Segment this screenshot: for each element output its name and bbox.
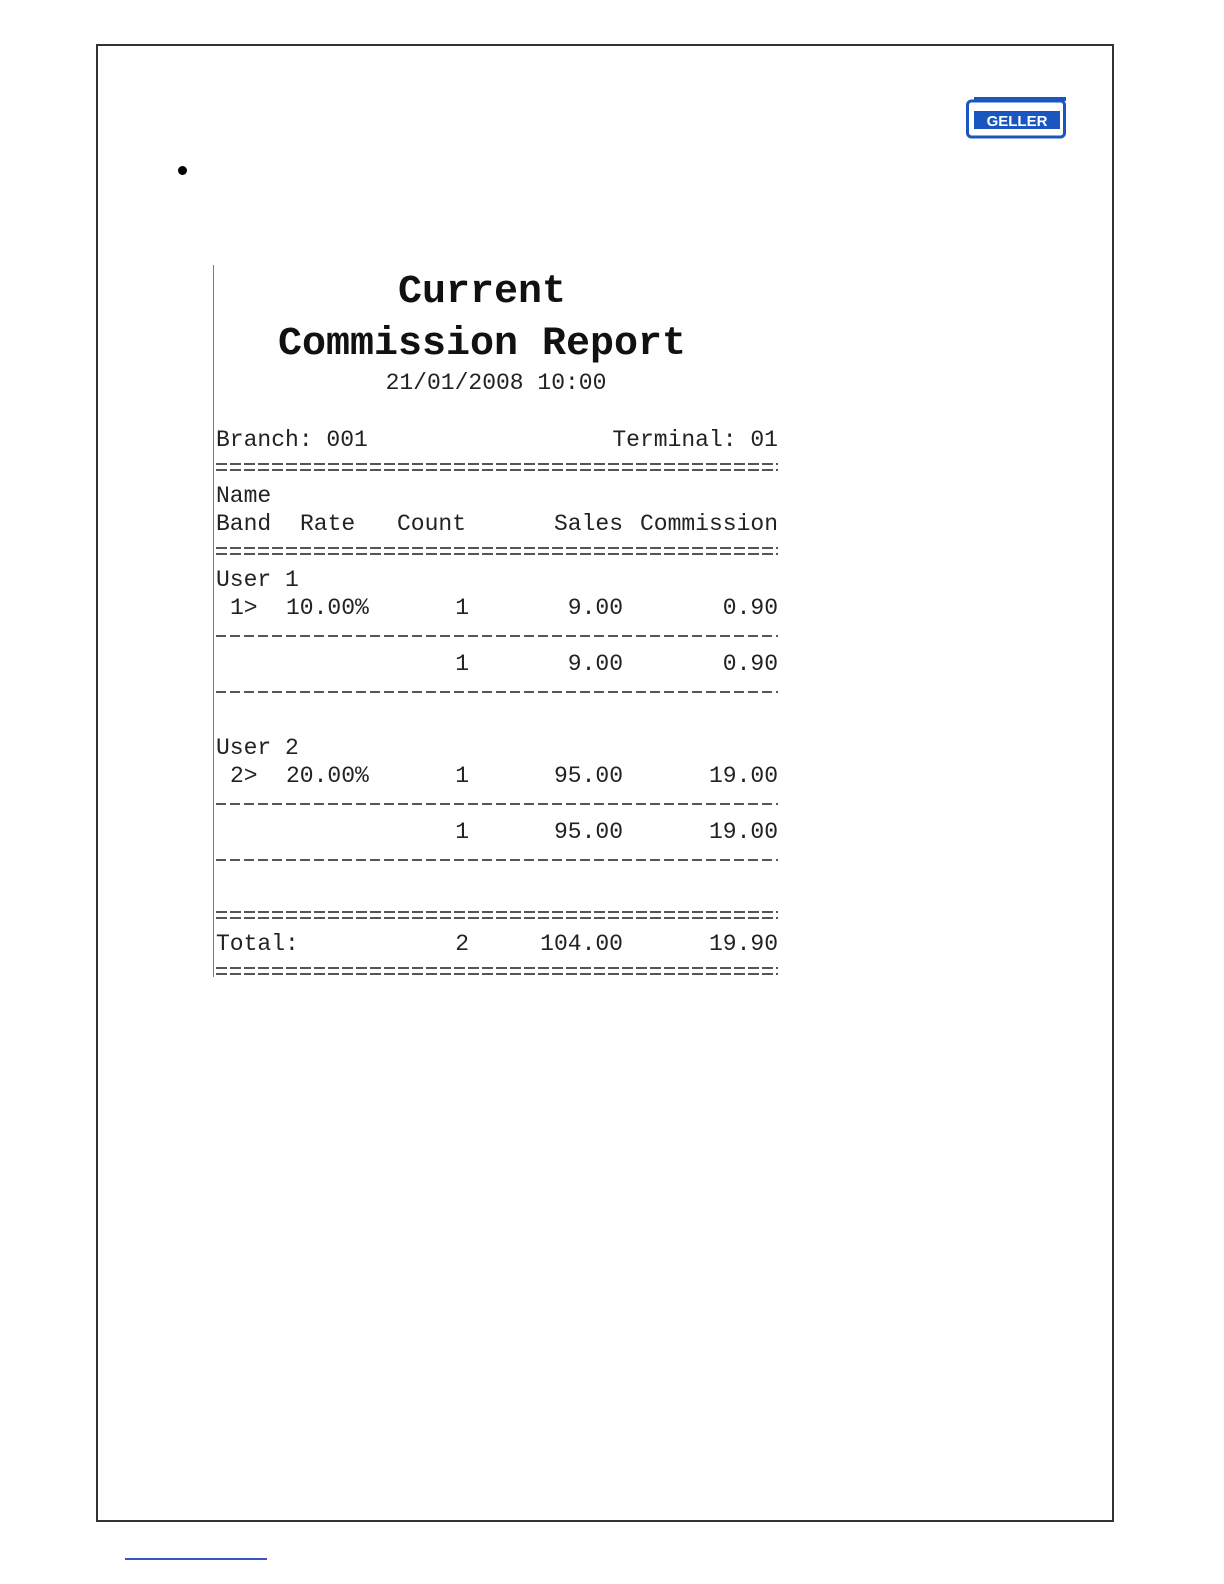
user-rate: 20.00% bbox=[286, 763, 369, 789]
double-rule bbox=[216, 902, 778, 930]
total-row bbox=[216, 930, 778, 958]
subtotal-count: 1 bbox=[455, 651, 469, 677]
single-rule bbox=[216, 678, 778, 706]
user-detail-row bbox=[216, 762, 778, 790]
terminal-label: Terminal: 01 bbox=[612, 427, 778, 453]
user-name: User 2 bbox=[216, 735, 299, 761]
header-count: Count bbox=[397, 511, 467, 537]
header-row-columns bbox=[216, 510, 778, 538]
user-band: 1> bbox=[230, 595, 258, 621]
user-name-row bbox=[216, 734, 778, 762]
header-commission: Commission bbox=[639, 511, 778, 537]
report-datetime: 21/01/2008 10:00 bbox=[385, 370, 607, 396]
total-label: Total: bbox=[216, 931, 299, 957]
branch-terminal-row bbox=[216, 426, 778, 454]
user-sales: 95.00 bbox=[553, 763, 623, 789]
header-row-name bbox=[216, 482, 778, 510]
double-rule bbox=[216, 454, 778, 482]
subtotal-count: 1 bbox=[455, 819, 469, 845]
user-commission: 19.00 bbox=[708, 763, 778, 789]
user-detail-row bbox=[216, 594, 778, 622]
branch-label: Branch: 001 bbox=[216, 427, 368, 453]
user-band: 2> bbox=[230, 763, 258, 789]
user-sales: 9.00 bbox=[567, 595, 623, 621]
report-body bbox=[216, 426, 778, 986]
double-rule bbox=[216, 958, 778, 986]
bullet-point bbox=[178, 166, 187, 175]
double-rule bbox=[216, 538, 778, 566]
user-count: 1 bbox=[455, 763, 469, 789]
header-rate: Rate bbox=[300, 511, 356, 537]
report-title-line1: Current bbox=[397, 270, 567, 315]
user-count: 1 bbox=[455, 595, 469, 621]
logo-text: GELLER bbox=[986, 113, 1048, 130]
user-name: User 1 bbox=[216, 567, 299, 593]
single-rule bbox=[216, 846, 778, 874]
user-rate: 10.00% bbox=[286, 595, 369, 621]
user-subtotal-row bbox=[216, 818, 778, 846]
header-name: Name bbox=[216, 483, 272, 509]
user-commission: 0.90 bbox=[722, 595, 778, 621]
footer-link-underline[interactable] bbox=[125, 1558, 267, 1560]
total-commission: 19.90 bbox=[708, 931, 778, 957]
subtotal-commission: 0.90 bbox=[722, 651, 778, 677]
user-name-row bbox=[216, 566, 778, 594]
subtotal-sales: 9.00 bbox=[567, 651, 623, 677]
subtotal-sales: 95.00 bbox=[553, 819, 623, 845]
header-sales: Sales bbox=[553, 511, 623, 537]
blank-row bbox=[216, 706, 778, 734]
header-band: Band bbox=[216, 511, 272, 537]
commission-receipt bbox=[213, 265, 777, 977]
blank-row bbox=[216, 874, 778, 902]
total-count: 2 bbox=[455, 931, 469, 957]
report-title-line2: Commission Report bbox=[277, 322, 687, 367]
single-rule bbox=[216, 622, 778, 650]
subtotal-commission: 19.00 bbox=[708, 819, 778, 845]
total-sales: 104.00 bbox=[540, 931, 623, 957]
geller-logo bbox=[966, 97, 1066, 139]
single-rule bbox=[216, 790, 778, 818]
user-subtotal-row bbox=[216, 650, 778, 678]
